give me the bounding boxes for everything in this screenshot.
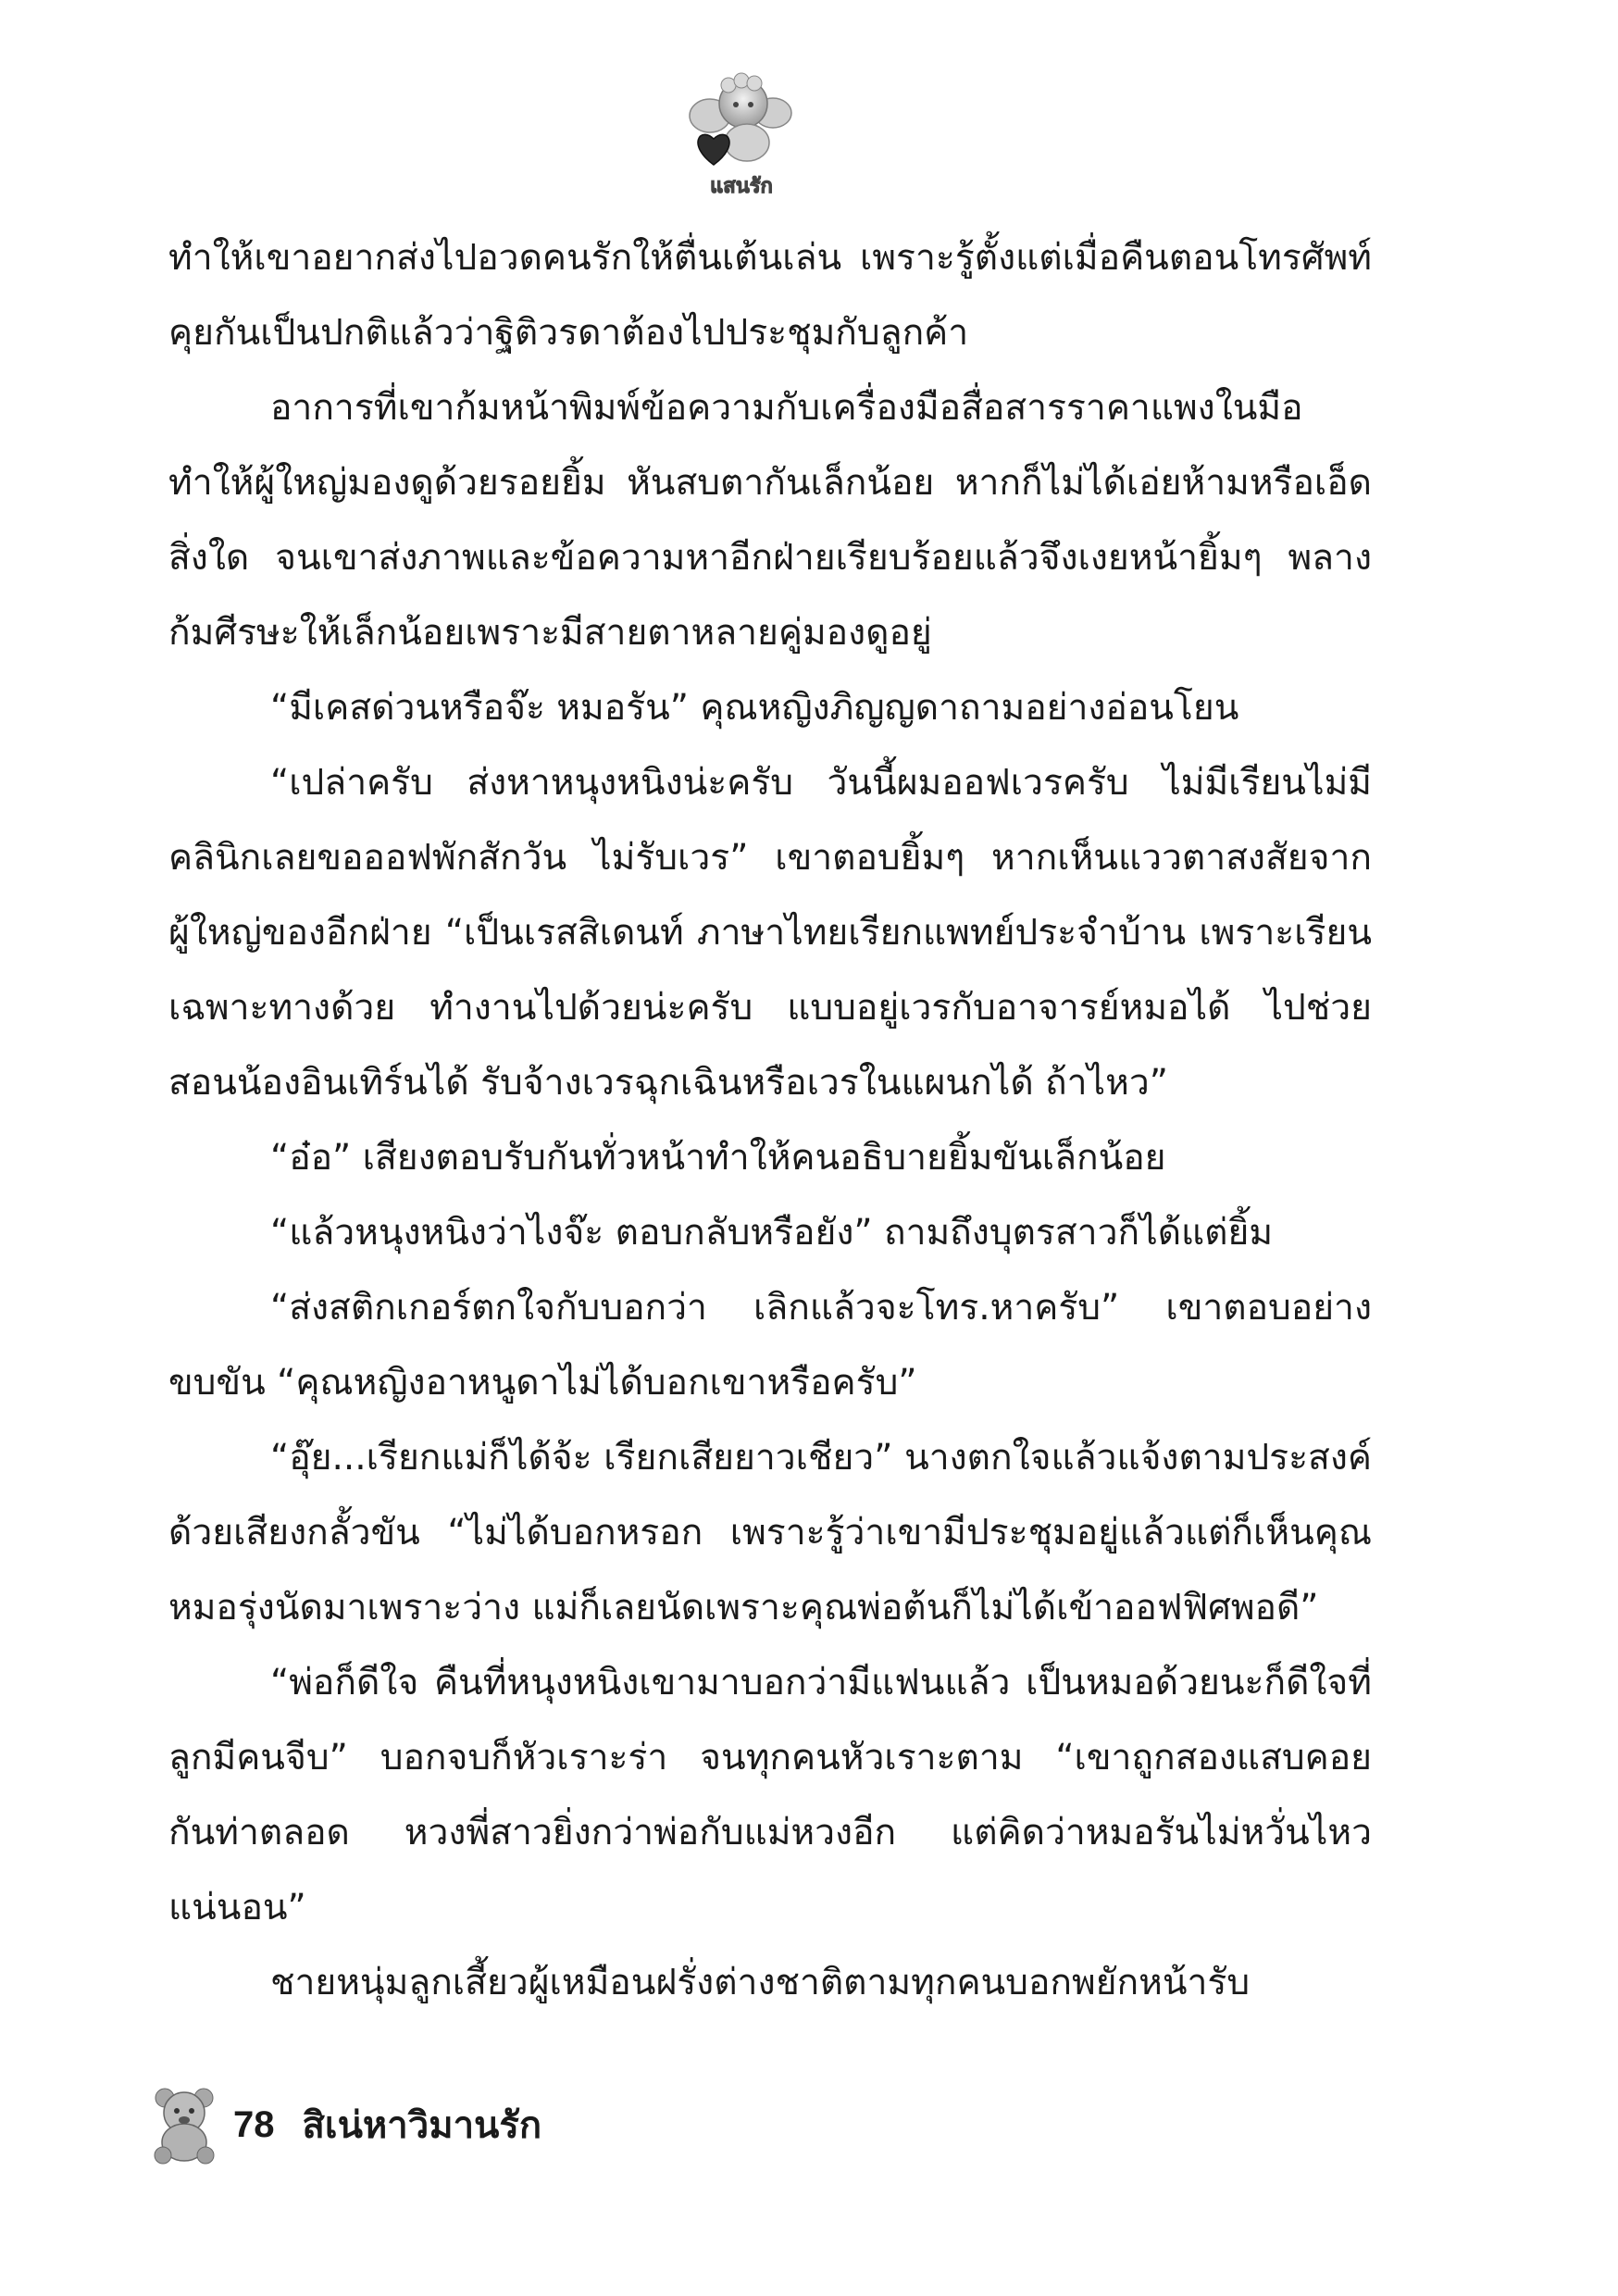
paragraph: “พ่อก็ดีใจ คืนที่หนุงหนิงเขามาบอกว่ามีแฟนแล้ว เป็นหมอด้วยนะก็ดีใจที่ลูกมีคนจีบ” บอกจบก็หัวเราะร่า จนทุกคนหัวเราะตาม “เขาถูกสองแสบคอยกันท่าตลอด หวงพี่สาวยิ่งกว่าพ่อกับแม่หวงอีก แต่คิดว่าหมอรันไม่หวั่นไหวแน่นอน” [168, 1662, 1372, 1928]
paragraph: ทำให้เขาอยากส่งไปอวดคนรักให้ตื่นเต้นเล่น เพราะรู้ตั้งแต่เมื่อคืนตอนโทรศัพท์คุยกันเป็นปกติแล้วว่าฐิติวรดาต้องไปประชุมกับลูกค้า [168, 237, 1372, 354]
paragraph: “อุ๊ย...เรียกแม่ก็ได้จ้ะ เรียกเสียยาวเชียว” นางตกใจแล้วแจ้งตามประสงค์ด้วยเสียงกลั้วขัน “ไม่ได้บอกหรอก เพราะรู้ว่าเขามีประชุมอยู่แล้วแต่ก็เห็นคุณหมอรุ่งนัดมาเพราะว่าง แม่ก็เลยนัดเพราะคุณพ่อต้นก็ไม่ได้เข้าออฟฟิศพอดี” [168, 1437, 1372, 1628]
page-number: 78 [233, 2103, 275, 2145]
body-text [168, 220, 1372, 2020]
page-footer [148, 2078, 541, 2171]
book-title: สิเน่หาวิมานรัก [302, 2104, 542, 2147]
header-logo [680, 65, 801, 204]
paragraph: ชายหนุ่มลูกเสี้ยวผู้เหมือนฝรั่งต่างชาติตามทุกคนบอกพยักหน้ารับ [270, 1962, 1251, 2003]
paragraph: “มีเคสด่วนหรือจ๊ะ หมอรัน” คุณหญิงภิญญดาถามอย่างอ่อนโยน [270, 687, 1239, 729]
teddy-bear-icon [148, 2085, 220, 2165]
cupid-with-heart-icon [680, 65, 801, 204]
paragraph: “แล้วหนุงหนิงว่าไงจ๊ะ ตอบกลับหรือยัง” ถามถึงบุตรสาวก็ได้แต่ยิ้ม [270, 1212, 1274, 1254]
paragraph: “เปล่าครับ ส่งหาหนุงหนิงน่ะครับ วันนี้ผมออฟเวรครับ ไม่มีเรียนไม่มีคลินิกเลยขอออฟพักสักวัน ไม่รับเวร” เขาตอบยิ้มๆ หากเห็นแววตาสงสัยจากผู้ใหญ่ของอีกฝ่าย “เป็นเรสสิเดนท์ ภาษาไทยเรียกแพทย์ประจำบ้าน เพราะเรียนเฉพาะทางด้วย ทำงานไปด้วยน่ะครับ แบบอยู่เวรกับอาจารย์หมอได้ ไปช่วยสอนน้องอินเทิร์นได้ รับจ้างเวรฉุกเฉินหรือเวรในแผนกได้ ถ้าไหว” [168, 762, 1372, 1104]
paragraph: “ส่งสติกเกอร์ตกใจกับบอกว่า เลิกแล้วจะโทร.หาครับ” เขาตอบอย่างขบขัน “คุณหญิงอาหนูดาไม่ได้บอกเขาหรือครับ” [168, 1287, 1372, 1404]
paragraph: “อ๋อ” เสียงตอบรับกันทั่วหน้าทำให้คนอธิบายยิ้มขันเล็กน้อย [270, 1137, 1166, 1179]
paragraph: อาการที่เขาก้มหน้าพิมพ์ข้อความกับเครื่องมือสื่อสารราคาแพงในมือทำให้ผู้ใหญ่มองดูด้วยรอยยิ้ม หันสบตากันเล็กน้อย หากก็ไม่ได้เอ่ยห้ามหรือเอ็ดสิ่งใด จนเขาส่งภาพและข้อความหาอีกฝ่ายเรียบร้อยแล้วจึงเงยหน้ายิ้มๆ พลางก้มศีรษะให้เล็กน้อยเพราะมีสายตาหลายคู่มองดูอยู่ [168, 387, 1372, 654]
logo-text: แสนรัก [710, 175, 773, 198]
